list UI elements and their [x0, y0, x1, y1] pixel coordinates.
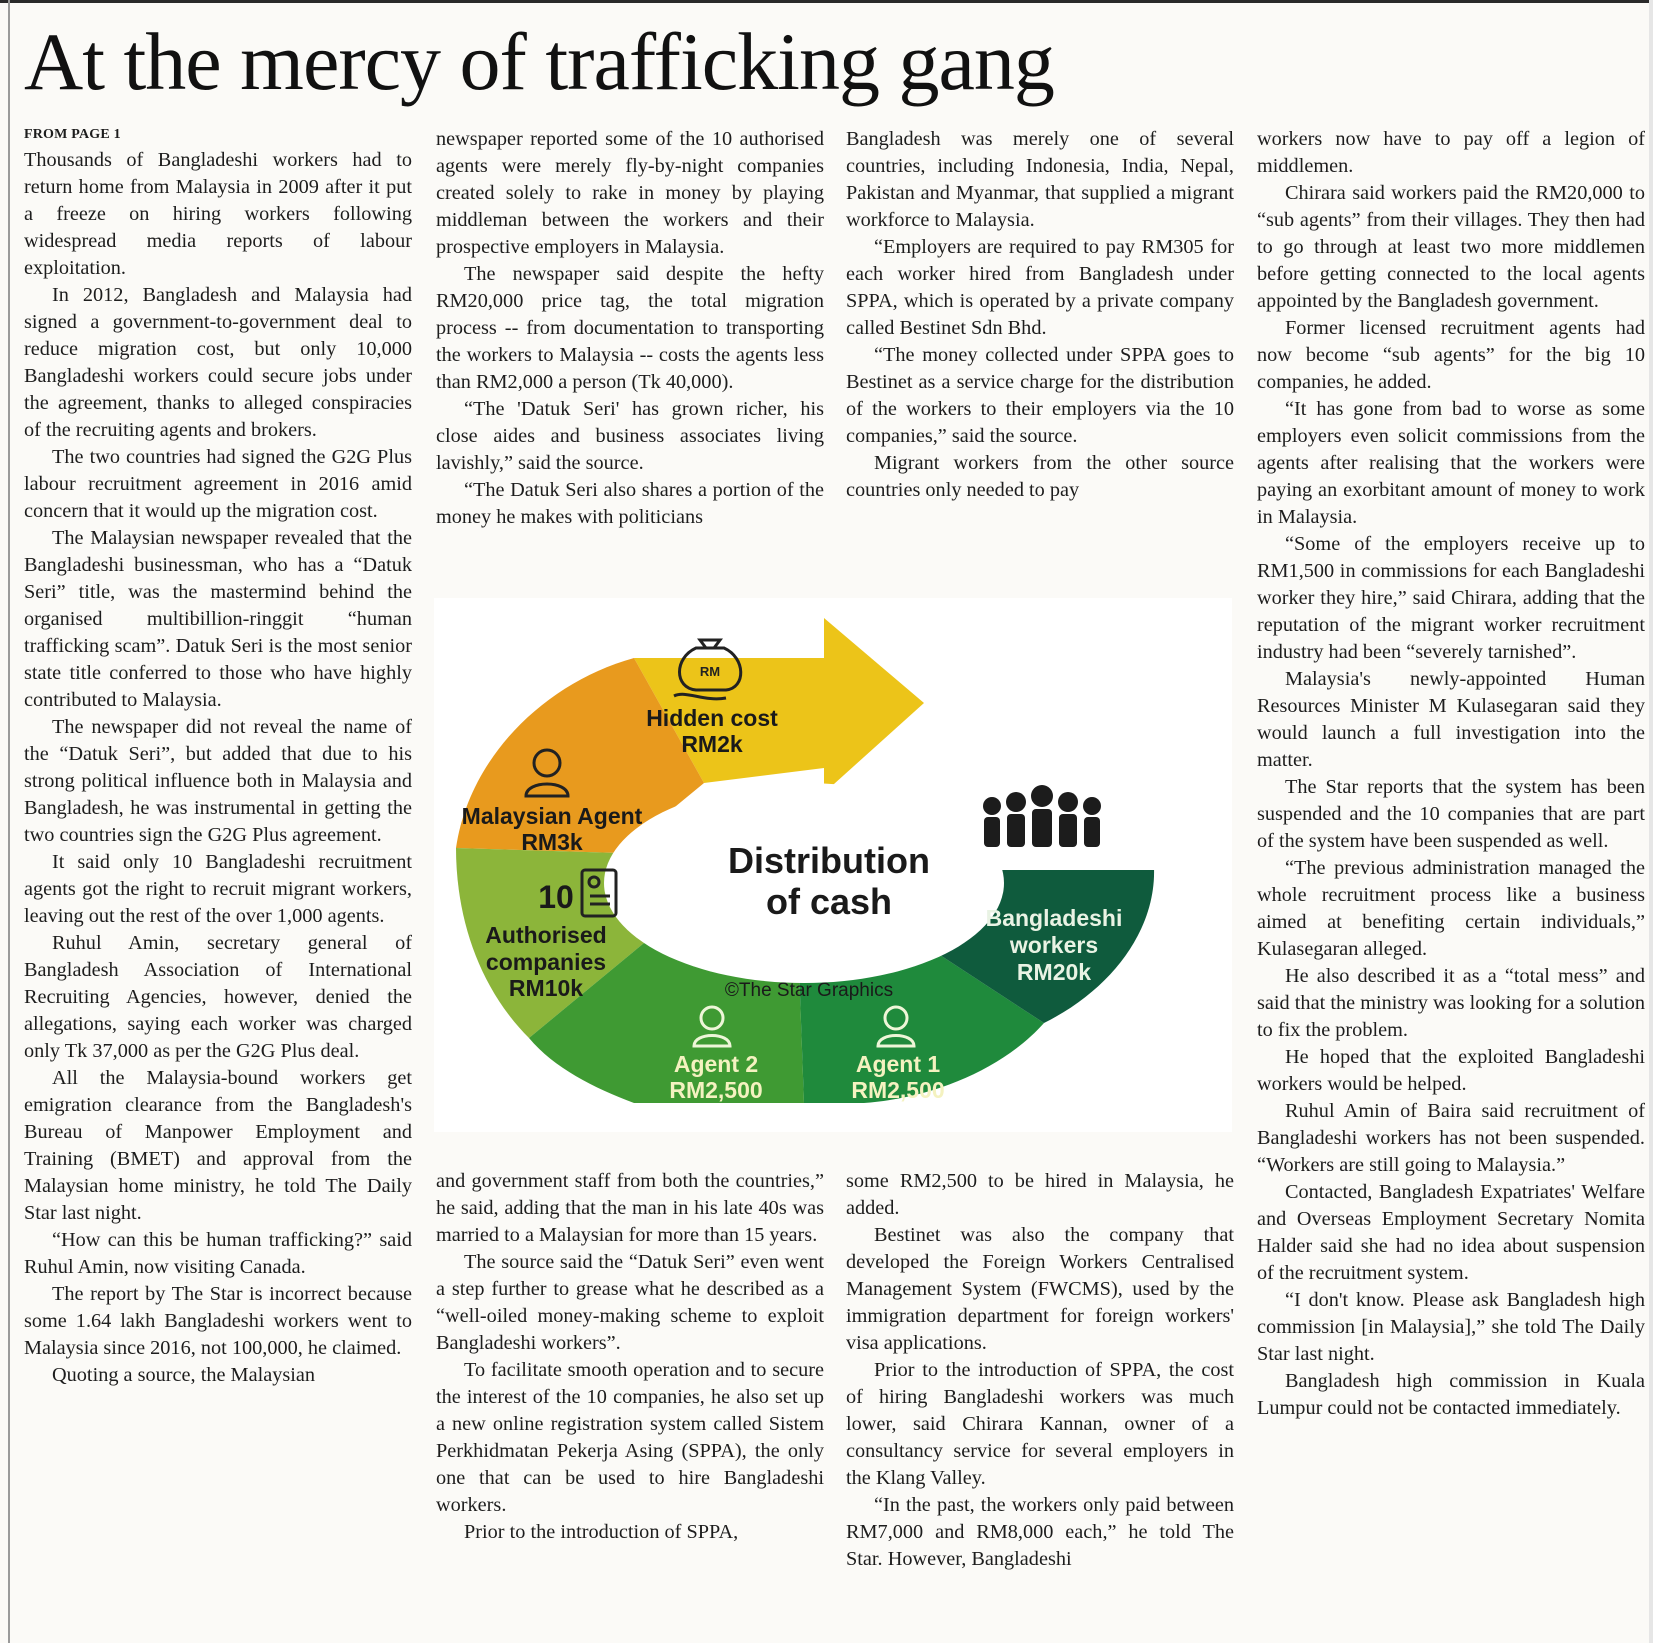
- value-hidden-cost: RM2k: [681, 731, 743, 757]
- paragraph: Bestinet was also the company that developed the Foreign Workers Centralised Management System (FWCMS), used by the immigration department for foreign workers' visa applications.: [846, 1224, 1234, 1354]
- label-hidden-cost: Hidden cost: [646, 705, 778, 731]
- graphic-title-line-2: of cash: [765, 881, 893, 922]
- paragraph: Malaysia's newly-appointed Human Resources Minister M Kulasegaran said they would launch a full investigation into the matter.: [1257, 668, 1645, 771]
- headline: At the mercy of trafficking gang: [24, 16, 1054, 107]
- paragraph: Bangladesh high commission in Kuala Lumpur could not be contacted immediately.: [1257, 1370, 1645, 1419]
- value-agent-2: RM2,500: [669, 1077, 763, 1103]
- paragraph: “In the past, the workers only paid between RM7,000 and RM8,000 each,” he told The Star. However, Bangladeshi: [846, 1494, 1234, 1570]
- label-agent-1: Agent 1: [855, 1051, 941, 1077]
- article-column-1: [24, 126, 412, 1636]
- article-column-3-top: [846, 126, 1234, 576]
- paragraph: newspaper reported some of the 10 authorised agents were merely fly-by-night companies created solely to rake in money by playing middleman between the workers and their prospective employers in Malaysia.: [436, 128, 824, 258]
- graphic-title-line-1: Distribution: [728, 840, 930, 881]
- paragraph: The newspaper did not reveal the name of the “Datuk Seri”, but added that due to his strong political influence both in Malaysia and Bangladesh, he was instrumental in getting the two countries sign the G2G Plus agreement.: [24, 716, 412, 846]
- left-rule: [8, 0, 10, 1643]
- paragraph: Quoting a source, the Malaysian: [52, 1364, 316, 1386]
- label-agent-2: Agent 2: [673, 1051, 759, 1077]
- paragraph: and government staff from both the countries,” he said, adding that the man in his late 40s was married to a Malaysian for more than 15 years.: [436, 1170, 824, 1246]
- kicker-from-page: FROM PAGE 1: [24, 127, 121, 142]
- paragraph: “The 'Datuk Seri' has grown richer, his close aides and business associates living lavishly,” said the source.: [436, 398, 824, 474]
- paragraph: Prior to the introduction of SPPA, the cost of hiring Bangladeshi workers was much lower, said Chirara Kannan, owner of a consultancy service for several employers in the Klang Valley.: [846, 1359, 1234, 1489]
- value-agent-1: RM2,500: [851, 1077, 945, 1103]
- paragraph: He hoped that the exploited Bangladeshi workers would be helped.: [1257, 1046, 1645, 1095]
- right-edge: [1649, 0, 1653, 1643]
- paragraph: It said only 10 Bangladeshi recruitment agents got the right to recruit migrant workers, leaving out the rest of the over 1,000 agents.: [24, 851, 412, 927]
- paragraph: Ruhul Amin of Baira said recruitment of Bangladeshi workers has not been suspended. “Workers are still going to Malaysia.”: [1257, 1100, 1645, 1176]
- paragraph: Migrant workers from the other source countries only needed to pay: [846, 452, 1234, 501]
- label-authorised-prefix: 10: [538, 879, 574, 915]
- paragraph: In 2012, Bangladesh and Malaysia had signed a government-to-government deal to reduce migration cost, but only 10,000 Bangladeshi workers could secure jobs under the agreement, thanks to alleged conspiracies of the recruiting agents and brokers.: [24, 284, 412, 441]
- paragraph: The Malaysian newspaper revealed that the Bangladeshi businessman, who has a “Datuk Seri” title, was the mastermind behind the organised multibillion-ringgit “human trafficking scam”. Datuk Seri is the most senior state title conferred to those who have highly contributed to Malaysia.: [24, 527, 412, 711]
- value-malaysian-agent: RM3k: [521, 829, 583, 855]
- paragraph: To facilitate smooth operation and to secure the interest of the 10 companies, he also set up a new online registration system called Sistem Perkhidmatan Pekerja Asing (SPPA), the only one that can be used to hire Bangladeshi workers.: [436, 1359, 824, 1516]
- paragraph: “Some of the employers receive up to RM1,500 in commissions for each Bangladeshi worker they hire,” said Chirara, adding that the reputation of the migrant worker recruitment industry had been “severely tarnished”.: [1257, 533, 1645, 663]
- paragraph: Prior to the introduction of SPPA,: [464, 1521, 739, 1543]
- paragraph: “I don't know. Please ask Bangladesh high commission [in Malaysia],” she told The Daily Star last night.: [1257, 1289, 1645, 1365]
- article-column-2-bottom: [436, 1168, 824, 1636]
- arrow-head: [824, 618, 924, 793]
- column-1-body: [24, 147, 412, 1389]
- paragraph: He also described it as a “total mess” and said that the ministry was looking for a solution to fix the problem.: [1257, 965, 1645, 1041]
- paragraph: The Star reports that the system has been suspended and the 10 companies that are part of the system have been suspended as well.: [1257, 776, 1645, 852]
- label-companies: companies: [485, 949, 607, 975]
- label-bangladeshi: Bangladeshi: [985, 905, 1123, 931]
- paragraph: The source said the “Datuk Seri” even went a step further to grease what he described as a “well-oiled money-making scheme to exploit Bangladeshi workers”.: [436, 1251, 824, 1354]
- paragraph: Thousands of Bangladeshi workers had to return home from Malaysia in 2009 after it put a freeze on hiring workers following widespread media reports of labour exploitation.: [24, 149, 412, 279]
- paragraph: some RM2,500 to be hired in Malaysia, he added.: [846, 1170, 1234, 1219]
- article-column-3-bottom: [846, 1168, 1234, 1636]
- paragraph: “It has gone from bad to worse as some employers even solicit commissions from the agents after realising that the workers were paying an exorbitant amount of money to work in Malaysia.: [1257, 398, 1645, 528]
- label-workers: workers: [1009, 932, 1099, 958]
- paragraph: The newspaper said despite the hefty RM20,000 price tag, the total migration process -- from documentation to transporting the workers to Malaysia -- costs the agents less than RM2,000 a person (Tk 40,000).: [436, 263, 824, 393]
- paragraph: Ruhul Amin, secretary general of Bangladesh Association of International Recruiting Agencies, however, denied the allegations, saying each worker was charged only Tk 37,000 as per the G2G Plus deal.: [24, 932, 412, 1062]
- paragraph: The report by The Star is incorrect because some 1.64 lakh Bangladeshi workers went to Malaysia since 2016, not 100,000, he claimed.: [24, 1283, 412, 1359]
- paragraph: Chirara said workers paid the RM20,000 to “sub agents” from their villages. They then had to go through at least two more middlemen before getting connected to the local agents appointed by the Bangladesh government.: [1257, 182, 1645, 312]
- paragraph: All the Malaysia-bound workers get emigration clearance from the Bangladesh's Bureau of Manpower Employment and Training (BMET) and approval from the Malaysian home ministry, he told The Daily Star last night.: [24, 1067, 412, 1224]
- distribution-of-cash-graphic: [434, 598, 1232, 1132]
- article-column-2-top: [436, 126, 824, 576]
- paragraph: “The money collected under SPPA goes to Bestinet as a service charge for the distribution of the workers to their employers via the 10 companies,” said the source.: [846, 344, 1234, 447]
- paragraph: workers now have to pay off a legion of middlemen.: [1257, 128, 1645, 177]
- paragraph: “The previous administration managed the whole recruitment process like a business aimed at benefiting certain individuals,” Kulasegaran alleged.: [1257, 857, 1645, 960]
- paragraph: The two countries had signed the G2G Plus labour recruitment agreement in 2016 amid concern that it would up the migration cost.: [24, 446, 412, 522]
- graphic-credit: ©The Star Graphics: [724, 980, 894, 1001]
- paragraph: Contacted, Bangladesh Expatriates' Welfare and Overseas Employment Secretary Nomita Halder said she had no idea about suspension of the recruitment system.: [1257, 1181, 1645, 1284]
- paragraph: “Employers are required to pay RM305 for each worker hired from Bangladesh under SPPA, which is operated by a private company called Bestinet Sdn Bhd.: [846, 236, 1234, 339]
- label-authorised: Authorised: [485, 922, 607, 948]
- article-column-4: [1257, 126, 1645, 1636]
- paragraph: “How can this be human trafficking?” said Ruhul Amin, now visiting Canada.: [24, 1229, 412, 1278]
- label-malaysian-agent: Malaysian Agent: [461, 803, 643, 829]
- top-rule: [0, 0, 1653, 3]
- paragraph: “The Datuk Seri also shares a portion of the money he makes with politicians: [436, 479, 824, 528]
- money-bag-label: RM: [699, 664, 721, 679]
- paragraph: Former licensed recruitment agents had now become “sub agents” for the big 10 companies, he added.: [1257, 317, 1645, 393]
- paragraph: Bangladesh was merely one of several countries, including Indonesia, India, Nepal, Pakistan and Myanmar, that supplied a migrant workforce to Malaysia.: [846, 128, 1234, 231]
- value-bangladeshi-workers: RM20k: [1016, 959, 1092, 985]
- value-authorised: RM10k: [508, 975, 584, 1001]
